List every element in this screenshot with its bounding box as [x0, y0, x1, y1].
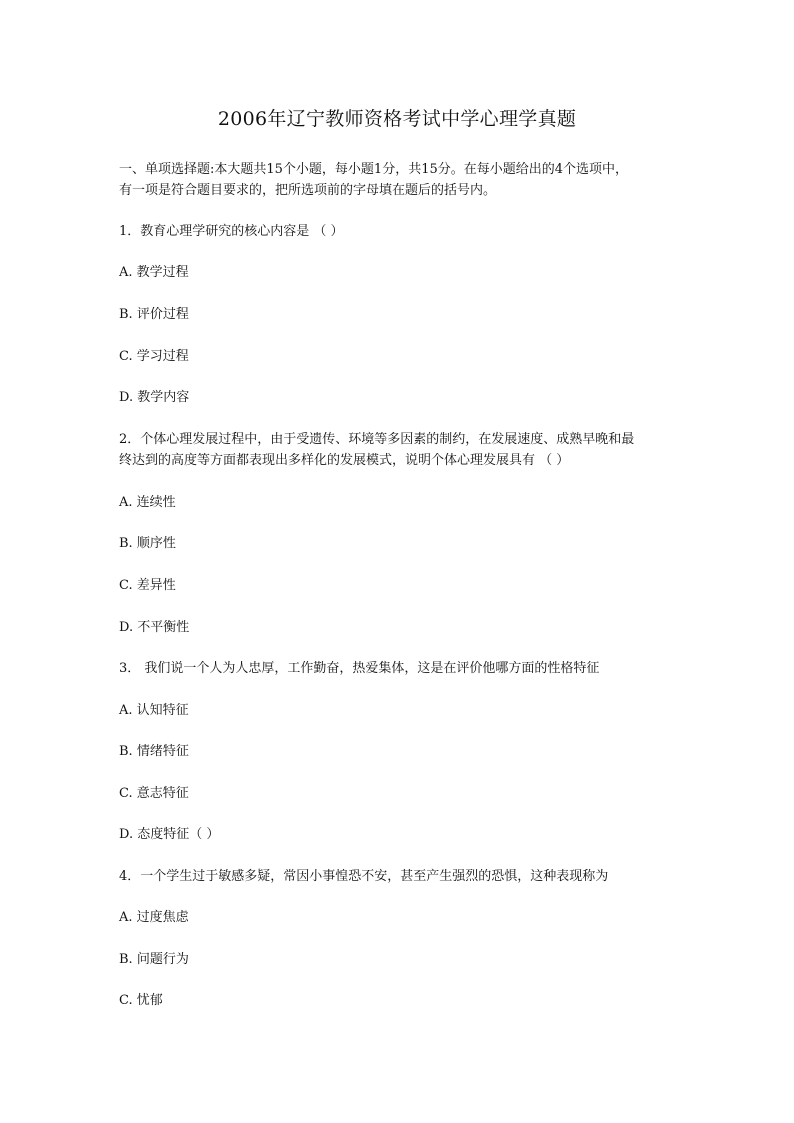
question-4-option-c: C. 忧郁: [119, 993, 163, 1008]
question-1-stem: 1．教育心理学研究的核心内容是 （ ）: [119, 224, 344, 239]
question-4-stem: 4．一个学生过于敏感多疑，常因小事惶恐不安，甚至产生强烈的恐惧，这种表现称为: [119, 869, 609, 884]
question-3-stem: 3． 我们说一个人为人忠厚，工作勤奋，热爱集体，这是在评价他哪方面的性格特征: [119, 661, 600, 676]
question-3-option-d: D. 态度特征（ ）: [119, 827, 220, 842]
question-2-option-d: D. 不平衡性: [119, 620, 190, 635]
question-1-option-b: B. 评价过程: [119, 307, 189, 322]
page-title: 2006年辽宁教师资格考试中学心理学真题: [217, 108, 577, 130]
question-1-option-c: C. 学习过程: [119, 349, 189, 364]
section-instructions-line-2: 有一项是符合题目要求的，把所选项前的字母填在题后的括号内。: [119, 183, 497, 198]
question-2-option-c: C. 差异性: [119, 578, 176, 593]
question-3-option-c: C. 意志特征: [119, 786, 189, 801]
section-instructions-line-1: 一、单项选择题:本大题共15个小题，每小题1分，共15分。在每小题给出的4个选项中，: [119, 162, 629, 177]
question-2-stem-line-1: 2．个体心理发展过程中，由于受遗传、环境等多因素的制约，在发展速度、成熟早晚和最: [119, 432, 635, 447]
question-1-option-a: A. 教学过程: [119, 265, 189, 280]
question-4-option-a: A. 过度焦虑: [119, 910, 189, 925]
question-2-option-a: A. 连续性: [119, 495, 176, 510]
question-2-option-b: B. 顺序性: [119, 536, 176, 551]
question-2-stem-line-2: 终达到的高度等方面都表现出多样化的发展模式，说明个体心理发展具有 （ ）: [119, 453, 570, 468]
question-3-option-b: B. 情绪特征: [119, 744, 189, 759]
question-1-option-d: D. 教学内容: [119, 390, 190, 405]
question-4-option-b: B. 问题行为: [119, 952, 189, 967]
question-3-option-a: A. 认知特征: [119, 703, 189, 718]
